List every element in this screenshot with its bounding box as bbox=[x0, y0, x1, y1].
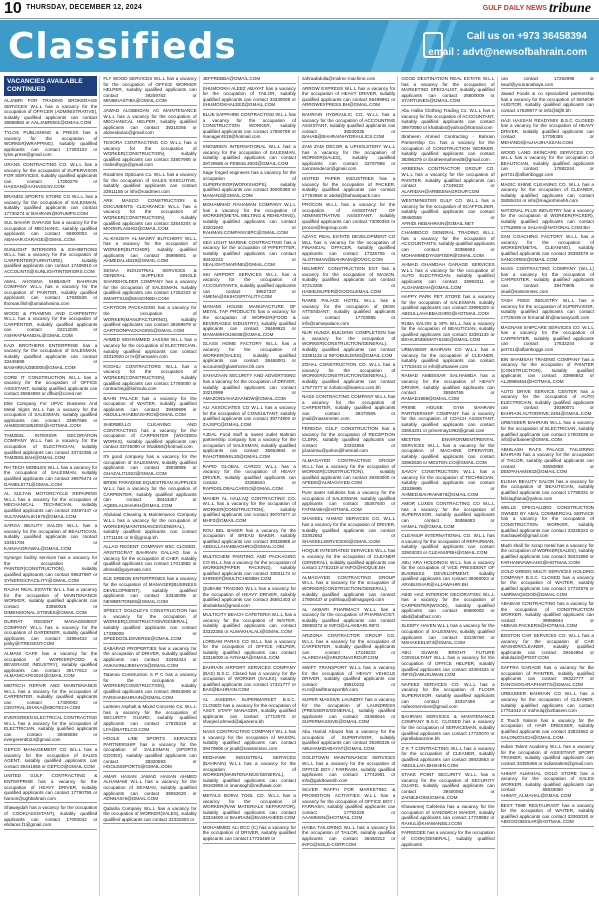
classified-ad: Synergic facility services has a vacancy for the occupation of PAINTER(CONSTRUCTION), suitably qualified applicants can contact 66637697 or SYNERGICFACILITY@GMAIL.COM bbox=[4, 555, 97, 585]
classified-ad: WOOD & FRAMING AND CARPENTRY W.L.L has a vacancy for the occupation of CARPENTER, suitably qualified applicants can contact 32212025 or ASHRAFMANDAL@GMAIL.COM bbox=[4, 311, 97, 341]
classified-ad: NUR HUNZA BUILDING COMPLETION has a vacancy for the occupation of WORKER(CONSTRUCTION/GENERAL), suitably qualified applicants can contact 33391132 or INFOBUILDING@GMAIL.COM bbox=[302, 330, 395, 360]
classified-ad: GOOD DESTINATION REAL ESTATE W.L.L has a vacancy for the occupation of MARKETING SPECIALIST, suitably qualified applicants can contact 36800009 or STARTUNEG@GMAIL.COM bbox=[401, 76, 494, 106]
classified-ad: SARGA BEAUTY SALON W.L.L has a vacancy for the occupation of BEAUTICIAN, suitably qualified applicants can contact 33461784 or KAINAAGRAWAL@GMAIL.COM bbox=[4, 523, 97, 553]
classified-ad: ELISHA BEAUTY SALON has a vacancy for the occupation of BEAUTICIAN, suitably qualified applicants can contact 17789331 or feliciaghana@yahoo.com bbox=[501, 479, 594, 503]
classified-ad: RAJAH REAL ESTATE W.L.L has a vacancy for the occupation of MAINTENANCE WORKER, suitably qualified applicants can contact 33950025 or DIMENSIONAL.STONES@GMAIL.COM bbox=[4, 587, 97, 617]
classified-ad: Indian Talent Academy W.L.L has a vacancy for the occupation of ASSISTANT SPORT TRAINER, suitably qualified applicants can contact 33355466 or indiantalent@gmail.com bbox=[501, 744, 594, 768]
classified-ad: Mush shall for scrap metal has a vacancy for the occupation of WORKER(SALES), suitably qualified applicants can contact 38431990 or FARHANNAWAAHG@HOTMAIL.COM bbox=[501, 543, 594, 567]
date-line: THURSDAY, DECEMBER 12, 2024 bbox=[26, 4, 143, 11]
classified-ad: ARK MASCO CONSTRUCTION & DOCUMENTS CLEARANCE W.L.L has a vacancy for the occupation of WORKER(CONSTRUCTION), suitably qualified applicants can contact 33540204 or MOONFLASH62@GMAIL.COM bbox=[103, 198, 196, 234]
classified-ad: ABU ARA HOLDINGS W.L.L has a vacancy for the occupation of VICE PRESIDENT OF BUSINESS DEVELOPMENT, suitably qualified applicants can contact 39360023 or ARABUSHAR@ALJAWAHIR.BH bbox=[401, 560, 494, 590]
classified-ad: KOOHLI CONTRACTORS W.L.L has a vacancy for the occupation of WORKER(CONSTRUCTION), suitably qualified applicants can contact 17760000 or contracting@kahoula.com bbox=[103, 364, 196, 394]
classified-ad: ZOHAL CONSTRUCTION CO. W.L.L has a vacancy for the occupation of WORKER(CONSTRUCTION/GENERAL), suitably qualified applicants can contact 17877277 or zohalco@batelco.com.bh bbox=[302, 362, 395, 392]
classified-ad: MAGNANI SHIPCARE SERVICES CO. W.L.L has a vacancy for the occupation of CARPENTER, suitably qualified applicants can contact 17632244 or pet721@alfarriboggs.com bbox=[501, 325, 594, 355]
classified-ad: MAHER AL HALLAQ CONTRACTING CO. W.L.L has a vacancy for the occupation of WORKER(CONSTRUCTION), suitably qualified applicants can contact 39707977 or MHFZ@GMAIL.COM bbox=[203, 496, 296, 526]
classified-ad: SPEECT GOLDLEYS CONSTRUCTION has a vacancy for the occupation of WORKER(CONSTRUCTION/GENERAL), suitably qualified applicants can contact 17339009 or SPEEDGOLDSVERSE@GMAIL.COM bbox=[103, 608, 196, 644]
classified-ad: SAHAZAAN SECURITY AND ADVERTISING has a vacancy for the occupation of DRIVER, suitably qualified applicants can contact 33210999 or AMAZONSAHAZAANDW@GMAIL.COM bbox=[203, 373, 296, 403]
classified-ad: ALI ASSOCIATES CO W.L.L has a vacancy for the occupation of CONSULTANT, suitably qualified applicants can contact 39774800 or ZAJSPC@GMAIL.COM bbox=[203, 405, 296, 429]
classified-ad: FLY WOOD SERVICES W.L.L has a vacancy for the occupation of OFFICE WORKER HELPER, suitably qualified applicants can contact 39209753 or MINIBHASTIBA@GMAIL.COM bbox=[103, 76, 196, 106]
classified-ad: JEFFREBBA@GMAIL.COM bbox=[203, 76, 296, 84]
classified-ad: HAIBA TAILORING W.L.L has a vacancy for the occupation of TAILOR, suitably qualified applicants can contact 36450312 or INFO@SOLE-CORP.COM bbox=[302, 825, 395, 849]
classified-ad: RAMIE PALACE HOTEL W.L.L has a vacancy for the occupation of DESK ATTENDANT, suitably qualified applicants can contact 17703855 or info@ramiepalace.com bbox=[302, 298, 395, 328]
classified-ad: ALMAGAYED CONTRACTING GROUP W.L.L has a vacancy for the occupation of WORKER(CONSTRUCTION), suitably qualified applicants can contact 39303000 or AFEEE@ALMAGAYED.COM bbox=[302, 458, 395, 488]
classified-ad: URBASEER BAHRAIN CO W.L.L has a vacancy for the occupation of CLEANER, suitably qualified applicants can contact 17753442 or info@urbaseer.com bbox=[401, 347, 494, 371]
classified-ad: ALMANI CAFE has a vacancy for the occupation of WORKER(FOOD & BEVERAGE INDUSTRY), suitably qualified applicants can contact 39177612 or ALMANICAFE2024@GMAIL.COM bbox=[4, 651, 97, 681]
classified-ad: AMAL AHOSINA SHIBABAT BAHRAIN COMPANY W.L.L has a vacancy for the occupation of PAINTER, suitably qualified applicants can contact 17635535 or thomas.filoh@amalahosina.com bbox=[4, 279, 97, 309]
classified-ad: RAPID GLOBAL CARGO W.L.L has a vacancy for the occupation of HEAVY DRIVER, suitably qualified applicants can contact 33266544 or RAPIDGLOBALCARGO@GMAIL.COM bbox=[203, 464, 296, 494]
classified-ad: ABABASI CONTRACTING has a vacancy for the occupation of CONSTRUCTION WORKER, suitably qualified applicants can contact 39969944 or ABBASI.PACKERS@HOTMAIL.COM bbox=[501, 601, 594, 631]
classified-ad: SUL BAHAR GARAGE has a vacancy for the occupation of MECHANIC, suitably qualified applicants can contact 66900003 or ABAHAR.GARAGE@GMAIL.COM bbox=[4, 220, 97, 244]
classified-ad: ARIZONA CONTRACTOR GROUP CO. W.L.L has a vacancy for the occupation of CARPENTER, suitably qualified applicants can contact 17249222 or ALARIDAH@ARIZONAGROUP.COM bbox=[302, 633, 395, 663]
classified-ad: AZAYC REAL ESTATE DEVELOPMENT CO WLL has a vacancy for the occupation of FINANCIAL OFFICER, suitably qualified applicants can contact 17326705 or ALOTHMAN@BAHRAIN@OVGC.COM bbox=[302, 234, 395, 264]
classified-ad: HELMERY CONSTRUCTION EST has a vacancy for the occupation of MASON, suitably qualified applicants can contact 37212266 or HABIBJSUPER@GOOGLEMAIL.COM bbox=[302, 266, 395, 296]
classified-ad: SHUMOOKH ALEEZ ABAYAT has a vacancy for the occupation of TAILOR, suitably qualified applicants can contact 33330008 or SHUMOOKHALEEZ@GMAIL.COM bbox=[203, 86, 296, 110]
classified-ad: WESTMINISTER GULF CO. W.L.L has a vacancy for the occupation of SCAFFOLDER, suitably qualified applicants can contact 39460565 or AFRIDI.HEBAHRAIN@GMAIL.NET bbox=[401, 198, 494, 228]
classified-ad: HAJI HASSAN READYMIX B.S.C CLOSED has a vacancy for the occupation of HEAVY DRIVER, suitably qualified applicants can contact 17795355 or MEHANDI@ALHAJIHASSAN.COM bbox=[501, 118, 594, 148]
classified-ad: MOHAMMAD RAHAMAN COMPANY W.L.L has a vacancy for the occupation of WORKER(METAL MELTING & REHEATING), suitably qualified applicants can contact 33201640 or RAHMAN.COMPANY.BPC@GMAIL.COM bbox=[203, 202, 296, 238]
classified-ad: MESTEN ENVIRONMENT/RENTAL SERVICES W.L.L has a vacancy for the occupation of MACHINE OPERATOR, suitably qualified applicants can contact 33982630 or MESTEN.CO@GMAIL.COM bbox=[401, 437, 494, 467]
column-4 bbox=[302, 76, 398, 896]
classified-ad: SHAKEEL AHMAD SERVICES CO. W.L.L has a vacancy for the occupation of DRIVER, suitably qualified applicants can contact 33302652 or SHAKEELSERVICES0@GMAIL.COM bbox=[302, 516, 395, 546]
classified-ad: MOHAMMED ALI BCC (C) has a vacancy for the occupation of DRIVER, suitably qualified applicants can contact 17726459 or bbox=[203, 825, 296, 844]
classified-ad: ALLAG REGENT COMPANY BSC CLOSED, ARISTOCRAT BAHRAIN GALLAG has a vacancy for the occupation of CHEF, suitably qualified applicants can contact 17013882 or ahmed@guyenate.com bbox=[103, 544, 196, 574]
classified-ad: GOLDTOWN MAINTENANCE SERVICES W.L.L has a vacancy for the occupation of OFFICE BOY / FARRASH, suitably qualified applicants can contact 17742961 or info@goldtownbh.com bbox=[302, 755, 395, 785]
classified-ad: AHMAD GHAMDAH GARAGE SERVICES W.L.L has a vacancy for the occupation of AUTO ELECTRICIAN, suitably qualified applicants can contact 36993311 or ALGHAMDAH@GMAIL.COM bbox=[401, 262, 494, 292]
classified-ad: Abu Halita Clothing Trading Co. W.L.L has a vacancy for the occupation of ACCOUNTANT, suitably qualified applicants can contact 39970950 or khattabo@yahoo@hotmail.com bbox=[401, 108, 494, 132]
classified-ad: Qabaha Company W.L.L has a vacancy for the occupation of WORKER(SALES), suitably qualified applicants can contact 32331803 or bbox=[103, 806, 196, 825]
classified-ad: HAPPY PARK PET STORE has a vacancy for the occupation of SALESMAN, suitably qualified applicants can contact 33995329 or ABDULLAHABBAGHRO@HOTMAIL.COM bbox=[401, 294, 494, 318]
classified-ad: EVERGREEN ELECTRICAL CONTRACTING W.L.L has a vacancy for the occupation of ELECTRICIAN, suitably qualified applicants can contact 39466884 or evergreenbh24@gmail.com bbox=[4, 715, 97, 745]
classified-ad: AJDAL Food stuff & sweet outlet Bahrain partnership company has a vacancy for the occupation of SALESMAN, suitably qualified applicants can contact 35663684 or RAHOTIBMHIL30@GMAIL.COM bbox=[203, 432, 296, 462]
classified-ad: PRIME HOUSE GYM BAHRAIN PARTNERSHIP COMPANY has a vacancy for the occupation of COACH ASSISTANT, suitably qualified applicants can contact 33664201 or primemay1992@gmail.com bbox=[401, 405, 494, 435]
classified-ad: SAFFRA GARAGE has a vacancy for the occupation of PAINTER, suitably qualified applicants can contact 39322777 or DANGSOGARAPHARTS@GMAIL.COM bbox=[501, 665, 594, 689]
classified-ad: KAZI BROTHERS ENTERPRISE has a vacancy for the occupation of SALESMAN, suitably qualified applicants can contact 33445599 or BASHIRKAZIB0000@GMAIL.COM bbox=[4, 343, 97, 373]
classified-ad: SUNLIGHT INTERIORS & EXHIBITIONS W.L.L has a vacancy for the occupation of CARPENTER(FURNITURE), suitably qualified applicants can contact 17406910 or ACCOUNTS@SUNLIGHTINTERIORS.COM bbox=[4, 247, 97, 277]
classified-ad: Roadmen Opticians Co. W.L.L has a vacancy for the occupation of SALES EXECUTIVE, suitably qualified applicants can contact 33911155 or info@roadmen.com bbox=[103, 172, 196, 196]
classified-ad: zahraabdulla@midmc-machine.com bbox=[302, 76, 395, 84]
section-heading: VACANCIES AVAILABLE CONTINUED bbox=[4, 76, 97, 96]
classified-ad: UNITED PAPER INDUSTRIES has a vacancy for the occupation of PACKER, suitably qualified applicants can contact 17763650 or abdul@bahrainpack.com bbox=[302, 176, 395, 200]
classified-ad: ALJABRI FOR TRADING BROKERAGE SERVICES W.L.L has a vacancy for the occupation of OFFICER (ADMINISTRATIVE), suitably qualified applicants can contact 39858882 or AALJABRI501@GMAIL.COM bbox=[4, 98, 97, 128]
email-text: email : advt@newsofbahrain.com bbox=[428, 47, 587, 58]
classified-ad: TESORA CONTRACTING CO W.L.L has a vacancy for the occupation of WORKER(CONSTRUCTION), suitably qualified applicants can contact 33807905 or mahedhygo@gmail.com bbox=[103, 140, 196, 170]
classified-ad: SUPER MASSIVE LAUNDRY has a vacancy for the occupation of LAUNDRESS (PRESSERS/GENERAL), suitably qualified applicants can contact 33468644 or SUPERMASSIVE@GMAIL.COM bbox=[302, 697, 395, 727]
classified-ad: BOSTON CAR SERVICES CO. W.L.L has a vacancy for the occupation of CAR WASHER/CLEANER, suitably qualified applicants can contact 39464954 or abdulaziz@POST.COM bbox=[501, 633, 594, 663]
classified-ad: SWIFT TRANSPORT W.L.L has a vacancy for the occupation of HEAVY VEHICLE DRIVER, suitably qualified applicants can contact 39910232 or m.m@swifttransportbh.com bbox=[302, 665, 395, 695]
classified-ad: ABID HAZ INTERIOR DECORATION W.L.L has a vacancy for the occupation of CARPENTER(WOOD), suitably qualified applicants can contact 66680082 or abid@abidhaz.com bbox=[401, 592, 494, 622]
classified-ad: MULTICHEM PAINTING AND PACKAGING CO W.L.L has a vacancy for the occupation of WORKER(PAPER PACKING), suitably qualified applicants can contact 33931174 or SHREEF@MULTICHEMBH.COM bbox=[203, 554, 296, 584]
classified-ad: HOQUE INTEGRATED SERVICES W.L.L has a vacancy for the occupation of CLEANER (GENERAL), suitably qualified applicants can contact 17752219 or INFO@HOQUE.BH bbox=[302, 548, 395, 572]
classified-ad: STAKE POINT SECURITY W.L.L has a vacancy for the occupation of SECURITY GUARD, suitably qualified applicants can contact 39400062 or ZAINEJHOMUGMAIL.COM bbox=[401, 772, 494, 802]
classified-ad: CLEANUP INTERNATIONAL CO. W.L.L has a vacancy for the occupation of REPAIRMAN, suitably qualified applicants can contact 33903033 or CLEANUPBH@GMAIL.COM bbox=[401, 533, 494, 557]
brand-name: tribune bbox=[548, 1, 591, 16]
brand-gulf-label: GULF DAILY NEWS bbox=[482, 5, 547, 12]
classified-ad: MANAMI HOUSE MANUFACTURE OF METAL TAP PRODUCTS has a vacancy for the occupation of WORKER(FOOD & BEVERAGES INDUSTRY), suitably qualified applicants can contact 39469922 or MANAMIHOUSE88@GMAIL.COM bbox=[203, 304, 296, 340]
classified-ad: Jawad Foods & co specialized partnership has a vacancy for the occupation of SENIOR AUDITOR, suitably qualified applicants can contact 17538977 or info@ldjfrl.bh bbox=[501, 91, 594, 115]
classified-ad: NASS CONTRACTING COMPANY W.L.L has a vacancy for the occupation of MASON, suitably qualified applicants can contact 39470905 or jmail@nassmmtec.com bbox=[203, 729, 296, 753]
classified-ad: Shawaydah has a vacancy for the occupation of COOK(ASSISTANT), suitably qualified applicants can contact 17093042 or ebdarus.f1@gmail.com bbox=[4, 805, 97, 829]
classified-ad: AL AKBARI PHARMACY W.L.L has a vacancy for the occupation of PHARMACIST, suitably qualified applicants can contact 39658272 or INFO@ALAKBARI.INFO bbox=[302, 607, 395, 631]
classified-ad: ARBEENA CONTRACTOR GROUP CO. W.L.L has a vacancy for the occupation of PAINTER, suitably qualified applicants can contact 17249222 or ALARIDAH@ARBEENAGROUP.COM bbox=[401, 166, 494, 196]
classified-ad: SENAA INDUSTRIAL SERVICES & GENERAL SUPPLIES SINGLE SHAREHOLDER COMPANY has a vacancy for the occupation of SALESMAN, suitably qualified applicants can contact 17252222 or SMARTS19@MASONIBH.COM bbox=[103, 268, 196, 304]
classified-ad: GOLD GREEN MULTI SERVICES HOLDING COMPANY B.S.C. CLOSED has a vacancy for the occupation of WAITER, suitably qualified applicants can contact 17722976 or AMIRMAQSOOD@GMAIL.COM bbox=[501, 569, 594, 599]
classified-ad: Lanteen Asphalt & Mixed Concrete Co. W.L.L has a vacancy for the occupation of SECURITY GUARD, suitably qualified applicants can contact 17825319 or LFA@BATELCO.COM bbox=[103, 704, 196, 734]
classified-ad: SILVER RAFFH FOR MARKETING & PROMOTION ACTIVITIES W.L.L has a vacancy for the occupation of OFFICE BOY / FARRASH, suitably qualified applicants can contact 17752228 or AAAMMSN@HOTMAIL.COM bbox=[302, 787, 395, 823]
classified-ad: Z Touch Saloon has a vacancy for the occupation of HAIR DRESSER, suitably qualified applicants can contact 33823662 or SALONZOUCH@GMAIL.COM bbox=[501, 718, 594, 742]
classified-ad: ARROW EXPRESS W.L.L has a vacancy for the occupation of HEAVY DRIVER, suitably qualified applicants can contact 66499991 or ARROWEXPRESS.BH@GMAIL.COM bbox=[302, 86, 395, 110]
classified-ad: CORE IT CONSTRUCTION W.L.L has a vacancy for the occupation of OFFICE ASSISTANT, suitably qualified applicants can contact 36664992 or dffaiz@coreit.net bbox=[4, 375, 97, 399]
column-5 bbox=[401, 76, 497, 896]
classified-ad: FAREEDEE has a vacancy for the occupation of COOK(GENERAL), suitably qualified applicants bbox=[401, 830, 494, 849]
classified-ad: DURRAT REGENT MANAGEMENT COMPANY W.L.L has a vacancy for the occupation of GARDENER, suitably qualified applicants can contact 33994433 or pinky@ITREGENT.COM bbox=[4, 619, 97, 649]
classified-ad: RAMAD AMBISSAR SALHAMIDA has a vacancy for the occupation of HEAVY DRIVER, suitably qualified applicants can contact 35506755 or RAMAD1989@GMAIL.COM bbox=[401, 373, 494, 403]
column-6 bbox=[501, 76, 596, 896]
classified-ad: TASH FEED INDUSTRY W.L.L has a vacancy for the occupation of SUPERVISOR, suitably qualified applicants can contact 17729435 or hrmanal.bh@tamanyouth.com bbox=[501, 298, 594, 322]
classified-ad: JAWAD ALOBEIDAN AC MAINTENANCE W.L.L has a vacancy for the occupation of MECHANICAL HELPER, suitably qualified applicants can contact 39210255 or alobeidanac@gmail.com bbox=[103, 108, 196, 138]
classified-ad: URBASEER BAHRAIN CO W.L.L has a vacancy for the occupation of CLEANER, suitably qualified applicants can contact 17753442 or mahrulq@urbaseer.com bbox=[501, 691, 594, 715]
classified-ad: TAMZEEL INTERIOR DECORATION COMPANY W.L.L has a vacancy for the occupation of ELECTRICIAN, suitably qualified applicants can contact 33742355 or TAMZEELBAH@GMAIL.COM bbox=[4, 433, 97, 463]
classified-ad: CHAMBOCO GENERAL TRADING W.L.L has a vacancy for the occupation of ACCOUNTANTS, suitably qualified applicants can contact 33366662 or MOHAMMEDYASIFISER@GMAIL.COM bbox=[401, 230, 494, 260]
classified-ad: AL-KHUSHY AL-MASRY BUTCHERY W.L.L has a vacancy for the occupation of WORKER(BUTCHER), suitably qualified applicants can contact 36985901 or AHMEDALI4819@GMAIL.COM bbox=[103, 236, 196, 266]
classified-ad: FEREIDA GULF CONSTRUCTION has a vacancy for the occupation of RECEPTION CLERK, suitably qualified applicants can contact 33322655 or jclarainsu@yahoo@hotmail.com bbox=[302, 426, 395, 456]
classified-ad: SAVOY CONSTRUCTION W.L.L has a vacancy for the occupation of TECHNICIAN, suitably qualified applicants can contact 33339895 or AHMED.BAHRAIN875@GMAIL.COM bbox=[401, 469, 494, 499]
classified-ad: AHMAT ALMAHAL GOLD STORE has a vacancy for the occupation of SALES WORKER, suitably qualified applicants can contact 66933060 or AHMAT_ALMAHAL@GMAIL.COM bbox=[501, 771, 594, 801]
column-2 bbox=[103, 76, 199, 896]
classified-ad: ABHILASH RAJ'S PALACE TAILORING BAHRAIN has a vacancy for the occupation of TAILOR, suitably qualified applicants can contact 33660868 or DEEPAHAM4932@GMAIL.COM bbox=[501, 447, 594, 477]
classified-ad: MAGIC SHINE CLEANING CO. W.L.L has a vacancy for the occupation of CLEANER, suitably qualified applicants can contact 39285434 or info@magicshinebh.com bbox=[501, 182, 594, 206]
column-1 bbox=[4, 76, 100, 896]
classified-ad: can contact 17262998 or saud@yourranabaya.com bbox=[501, 76, 594, 89]
classified-ad: Abu Hamid Abayat has a vacancy for the occupation of SUPERVISOR, suitably qualified applicants can contact 35305325 or ABUHAMIDABAYAT@GMAIL.COM bbox=[302, 729, 395, 753]
classified-ad: BEST TIME RESTAURANT has a vacancy for the occupation of WAITER, suitably qualified applicants can contact 33363030 or ABOGOOBSSAR@HOTMAIL.COM bbox=[501, 803, 594, 827]
classified-ad: It's good company has a vacancy for the occupation of SALESMAN, suitably qualified applicants can contact 39038885 or GHAZALI71922@GMAIL.COM bbox=[103, 454, 196, 478]
classified-ad: MIDTECH REPAIR AND MAINTENANCE W.L.L has a vacancy for the occupation of CARPENTER, suitably qualified applicants can contact 17400002 or CENTRAL.DHAKA@MIDTECH.COM bbox=[4, 683, 97, 713]
classified-ad: ZAM ZAM DECOR & UPHOLSTERY W.L.L has a vacancy for the occupation of WORKER(SALES), suitably qualified applicants can contact 33797958 or zamzamdecor@gmail.com bbox=[302, 144, 395, 174]
classified-ad: BAHN PALACE has a vacancy for the occupation of WAITER, suitably qualified applicants can contact 39466999 or ABDULLAHABBAGHROI@GMAIL.COM bbox=[103, 396, 196, 420]
column-3 bbox=[203, 76, 299, 896]
classified-ad: Ibraheem Ahmed Contracting - Bahrain Partnership Co. has a vacancy for the occupation of CONSTRUCTION WORKER, suitably qualified applicants can contact 36396379 or ibraheemahmed8@gmail.com bbox=[401, 134, 494, 164]
classified-ad: Tatanoa Construction S P C has a vacancy for the occupation of WORKER(CONSTRUCTION), suitably qualified applicants can contact 39824608 or FARSHABAHRAIN@GMAIL.COM bbox=[103, 672, 196, 702]
call-us-text: Call us on +973 36458394 bbox=[466, 31, 587, 42]
classified-ad: RH TECH MOBILES W.L.L has a vacancy for the occupation of SALESMAN, suitably qualified applicants can contact 39976474 or DANIEL5771@GMAIL.COM bbox=[4, 465, 97, 489]
classified-ad: ALMAGAYED CONTRACTING GROUP W.L.L has a vacancy for the occupation of WORKER(CONSTRUCTION/GENERAL), suitably qualified applicants can contact 17806437 or pothfaqu@almagayed.com bbox=[302, 575, 395, 605]
classified-ad: ROU BEL BAKER has a vacancy for the occupation of BREAD BAKER, suitably qualified applicants can contact 39326888 or ABDULLAHABBAGHRO@GMAIL.COM bbox=[203, 528, 296, 552]
masthead bbox=[0, 0, 599, 19]
classified-ad: MULTICITY BEACH CAFETERIA W.L.L has a vacancy for the occupation of WAITER, suitably qualified applicants can contact 33322355 or ALMAKHALALI@GMAIL.COM bbox=[203, 612, 296, 636]
classified-ad: NATIONAL PLUS INDUSTRY has a vacancy for the occupation of WORKER(PACKER), suitably qualified applicants can contact 17752969 or SALHA@NATIONAL.COM.BH bbox=[501, 208, 594, 232]
classified-ad: SHERBELLO CLEANING AND CONTRACTING has a vacancy for the occupation of CARPENTER (WOODEN WORKS), suitably qualified applicants can contact 33745090 or Shaik60@hotmail.com bbox=[103, 422, 196, 452]
classified-ad: NASS CONTRACTING COMPANY W.L.L has a vacancy for the occupation of CARPENTER, suitably qualified applicants can contact 39470905 or jmail@nassmmtec.com bbox=[302, 394, 395, 424]
classified-ad: URANS CONTRACTING CO. W.L.L has a vacancy for the occupation of SUPERVISOR FOR SERVICES, suitably qualified applicants can contact 17250279 or HASSAN@AAHASSAN.COM bbox=[4, 162, 97, 192]
classified-ad: NAFEEZ SERVICES CO. W.L.L has a vacancy for the occupation of FLOOR SUPERVISOR, suitably qualified applicants can contact 33337466 or nafeezservices@gmail.com bbox=[401, 682, 494, 712]
classified-ad: WELLE SPECIALIZED CONSTRUCTION OWNED BY ABAL COMMERCIAL SERVICE has a vacancy for the occupation of CONSTRUCTION WORKER, suitably qualified applicants can contact 33328222 or macbaweb@gmail.com bbox=[501, 505, 594, 541]
classified-ad: LOREAM PARAS CO W.L.L has a vacancy for the occupation of OFFICE HELPER, suitably qualified applicants can contact 33315000 or AYNAMA@GMAIL.COM bbox=[203, 639, 296, 663]
classified-ad: NASS CONTRACTING COMPANY (W.L.L) has a vacancy for the occupation of CARPENTER, suitably qualified applicants can contact 39470905 or jmail@nassmmtec.com bbox=[501, 266, 594, 296]
classified-ad: HOOLE LINE SPORTS SERVICES PARTNERSHIP has a vacancy for the occupation of SALESMAN (SPORTS GOODS), suitably qualified applicants can contact 38320593 or HOOLE8SPORTS@GMAIL.COM bbox=[103, 736, 196, 772]
classified-ad: AUTO DRIVE SERVICE CENTER has a vacancy for the occupation of AUTO ELECTRICIAN, suitably qualified applicants can contact 39390071 or BAHRAIN.AUTODRIVE.2484@GMAIL.COM bbox=[501, 389, 594, 419]
classified-ad: CARTOON PACKAGING has a vacancy for the occupation of WORKER(MANUFACTURING), suitably qualified applicants can contact 39269979 or CARTOONPACKAGING@GMAIL.COM bbox=[103, 305, 196, 335]
classified-ad: BLUE SAPPHIRE CONTRACTING W.L.L has a vacancy for the occupation of CONSTRUCTION WORKER, suitably qualified applicants can contact 17560769 or manager4519@hotmail.com bbox=[203, 112, 296, 142]
classified-ad: BAHRAIN HYDRAULIC CO. W.L.L has a vacancy for the occupation of ACCOUNTING ASSISTANT, suitably qualified applicants can contact 38030035 or BAHAB@BAHRAINHYDRAULICS.COM bbox=[302, 112, 395, 142]
classified-ad: Z K T CONTRACTING W.L.L has a vacancy for the occupation of CLEANER, suitably qualified applicants can contact 39833563 or ABDULLAH.BHSHEN.COM bbox=[401, 746, 494, 770]
banner-title: Classifieds bbox=[8, 26, 237, 67]
classified-ad: ELE DRIBON ENTERPRISES has a vacancy for the occupation of MANAGER(BUSINESS DEVELOPMENT), suitably qualified applicants can contact 33349395 or NEWBRITONE6@GMAIL.COM bbox=[103, 576, 196, 606]
classified-ad: WOOD LAND SKINCARE SERVICES CO. W.L.L has a vacancy for the occupation of BEAUTICIAN, suitably qualified applicants can contact 17882244 or pet721@alfarriboggs.com bbox=[501, 150, 594, 180]
classified-ad: AL SULTAN MOTORCYCLE REPAIRING W.L.L has a vacancy for the occupation of MECHANICAL TECHNICIAN, suitably qualified applicants can contact 33497447 or SULTANMALIK1976@GMAIL.COM bbox=[4, 491, 97, 521]
classified-ad: AMAR HASAN JAWAD HASAN AHMED ALHAMAMI W.L.L has a vacancy for the occupation of SEAMAN, suitably qualified applicants can contact 39052020 or ADNNASHI@GMAIL.COM bbox=[103, 774, 196, 804]
classified-ad: SKI AIRPORT SERVICES W.L.L has a vacancy for the occupation of ACCOUNTANTS, suitably qualified applicants can contact 38627337 or AMENA@SKIHOSPITALITY.COM bbox=[203, 272, 296, 302]
classified-ad: BIN SHAMSAH TRADING COMPANY has a vacancy for the occupation of PAINTER (CONSTRUCTION), suitably qualified applicants can contact 33966842 or ALJ9969464@HOTMAIL.COM bbox=[501, 357, 594, 387]
classifieds-banner bbox=[0, 20, 599, 72]
classified-ad: REDHAWK INDUSTRIAL SERVICES (BAHRAIN) W.L.L has a vacancy for the occupation of WORKER(MAINTENANCE/GENERAL), suitably qualified applicants can contact 39163958 or imansogh@redhawk.com bbox=[203, 755, 296, 791]
page-number: 10 bbox=[4, 0, 22, 17]
classified-ad: QUBAIBI TRADING W.L.L has a vacancy for the occupation of HEAVY DRIVER, suitably qualified applicants can contact 36561403 or abubakkar@gmail.com bbox=[203, 586, 296, 610]
classified-ad: Elite Company For UPVC Business And Metal Signs W.L.L has a vacancy for the occupation of SALESMAN, suitably qualified applicants can contact 33957666 or AHMED001852002@HOTMAIL.COM bbox=[4, 401, 97, 431]
classified-ad: BRANDS SPORTS STORE CO W.L.L has a vacancy for the occupation of SALESMAN, suitably qualified applicants can contact 17730274 or BAHRAIN@KRUMPS.COM bbox=[4, 194, 97, 218]
classified-ad: BAHRAIN SERVICES & MAINTENANCE COMPANY B.S.C. CLOSED has a vacancy for the occupation of SERVICEMAN, suitably qualified applicants can contact 17720070 or jsprellabanzone.bh bbox=[401, 714, 494, 744]
classified-ad: UNITED GULF CONTRACTING & ENTERPRISE has a vacancy for the occupation of HEAVY DRIVER, suitably qualified applicants can contact 17790755 or haroon@ughbahrain.com bbox=[4, 773, 97, 803]
classified-ad: SAN COACHING FACTORY W.L.L has a vacancy for the occupation of WORKER(METAL CLEANING), suitably qualified applicants can contact 39393579 or SANCOREE@GMAIL.COM bbox=[501, 234, 594, 264]
classifieds-columns bbox=[4, 76, 596, 896]
classified-ad: SNOWDEN INTERNATIONAL W.L.L has a vacancy for the occupation of SALESMAN, suitably qualified applicants can contact 39729586 or FE5816.4004@GMAIL.COM bbox=[203, 144, 296, 168]
classified-ad: URBASEER BAHRAIN W.L.L has a vacancy for the occupation of ELECTRICIAN, suitably qualified applicants can contact 17803635 or info@urbaseer@GMAIL.COM bbox=[501, 420, 594, 444]
classified-ad: GLASS HOME FACTORY W.L.L has a vacancy for the occupation of WORKER(SALES), suitably qualified applicants can contact 38468001 or accounts@glasshome.bh.com bbox=[203, 341, 296, 371]
classified-ad: AHMED MOHAMMED JASSIM W.L.L has a vacancy for the occupation of ELECTRICIAN, suitably qualified applicants can contact 33310920 or hr@hamasim.com bbox=[103, 337, 196, 361]
classified-ad: AL JASEERA SUPERMARKET B.S.C. CLOSED has a vacancy for the occupation of ASST. STAFF MANAGER, suitably qualified applicants can contact 17712070 or sharjeel.ahmed@aljazeera.bh bbox=[203, 697, 296, 727]
classified-ad: PROCON W.L.L has a vacancy for the occupation of ASSISTANT OF ADMINISTRATIVE ASSISTANT, suitably qualified applicants can contact 73000353 or procon@hegroup.com bbox=[302, 202, 395, 232]
classified-ad: GEPCO MANAGEMENT CO W.L.L has a vacancy for the occupation of SALES AGENT, suitably qualified applicants can contact 39441856 or GEPCO@GMAIL.COM bbox=[4, 747, 97, 771]
classified-ad: TYLOS PUBLISHING & PRESS has a vacancy for the occupation of WORKER(WRAPPING), suitably qualified applicants can contact 17293103 or tylos.press@gmail.com bbox=[4, 130, 97, 160]
classified-ad: METALS BORAI TOOL CO. W.L.L has a vacancy for the occupation of WORKER(RAW MATERIALS SEPARATOR), suitably qualified applicants can contact 33324600 or BAHRAIN@BASHAHEED.COM bbox=[203, 793, 296, 823]
classified-ad: Khawaneej Cafeteria has a vacancy for the occupation of SANDWICH MAKER, suitably qualified applicants can contact 17728992 or RAHUL@KHAWANEEJ.COM bbox=[401, 804, 494, 828]
classified-ad: ABU SUWAN BRIGHT FUTURE CONSULTANT W.L.L has a vacancy for the occupation of OFFICE HELPER, suitably qualified applicants can contact 33394334 or INFO@ABUSUWAN.COM bbox=[401, 650, 494, 680]
classified-ad: Sage forged engineers has a vacancy for the occupation of SUPERVISOR(WORKSHOPS), suitably qualified applicants can contact 36000360 or MANAN3@GMAIL.COM bbox=[203, 170, 296, 200]
classified-ad: AMOR LUXES CONTRACTING CO W.L.L has a vacancy for the occupation of SUPERVISOR, suitably qualified applicants can contact 39366683 or HAMAL.76@GMAIL.COM bbox=[401, 501, 494, 531]
classified-ad: Pure water solutions has a vacancy for the occupation of SALESMAN, suitably qualified applicants can contact 35357640 or FATIMABH@HOTMAIL.COM bbox=[302, 490, 395, 514]
classified-ad: BRIDE PARADISE EQUESTRIAN SUPPLIES W.L.L has a vacancy for the occupation of CARPENTER, suitably qualified applicants can contact 39443457 or AQEELALSHAIKH@GMAIL.COM bbox=[103, 480, 196, 510]
classified-ad: SABARAD PROPERTIES has a vacancy for the occupation of DRIVER, suitably qualified applicants can contact 33492444 or ANKAVINUJEEHAYS@GMAIL.COM bbox=[103, 646, 196, 670]
brand-logo bbox=[483, 0, 591, 18]
classified-ad: Abdulaal Cleaning & Maintenance Company W.L.L has a vacancy for the occupation of WORKER(MAINTENANCE/GENERAL), suitably qualified applicants can contact 17711191 or hr@jgroup.bh bbox=[103, 512, 196, 542]
classified-ad: BAHRAIN AIRPORT SERVICES COMPANY (BAS) B.S.C. Closed has a vacancy for the occupation of WORKER (SALES), suitably qualified applicants can contact 17321777 or BAS@BAHRAIN.COM bbox=[203, 665, 296, 695]
classified-ad: SLEEPY HAVEN W.L.L has a vacancy for the occupation of SALESMAN, suitably qualified applicants can contact 33135760 or MSHAKEEL973@GMAIL.COM bbox=[401, 623, 494, 647]
classified-ad: SEA LIGHT MARINE CONTRACTING has a vacancy for the occupation of PIPEFITTER, suitably qualified applicants can contact 38442222 or SEALIGHT.MARINE@GMAIL.COM bbox=[203, 240, 296, 270]
classified-ad: RUBA SALON & SPA W.L.L has a vacancy for the occupation of BEAUTICIAN, suitably qualified applicants can contact 33391133 or BSHAJINDEMATHUSE@GMAIL.COM bbox=[401, 321, 494, 345]
